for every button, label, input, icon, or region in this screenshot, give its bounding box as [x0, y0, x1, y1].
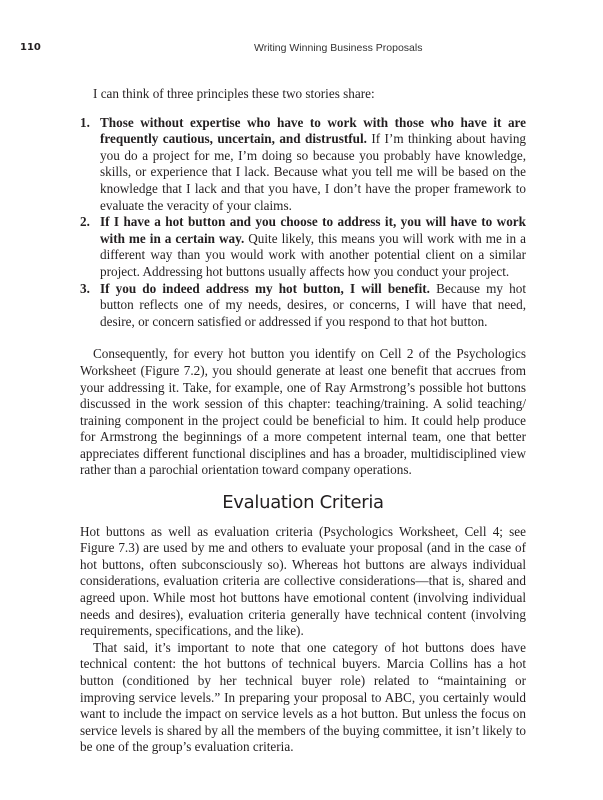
principle-text: If I’m thinking about having you do a project for me, I’m doing so because you probably have knowledge, skills, or experience that I lack. Because what you tell me will be based on the knowledge that I lack and that you have, I don’t have the proper framework to evaluate the veracity of your claims.	[100, 131, 527, 213]
principle-number: 2.	[80, 214, 90, 230]
page-number: 110	[20, 42, 41, 53]
section-paragraph-1: Hot buttons as well as evaluation criteria (Psychologics Worksheet, Cell 4; see Figure 7.3) are used by me and others to evaluate your proposal (and in the case of hot buttons, often subconsciously so). Whereas hot buttons are always individual considerations, evaluation criteria are collective considerations—that is, shared and agreed upon. While most hot buttons have emotional content (involving individual needs and desires), evaluation criteria generally have technical content (involving requirements, specifications, and the like).	[80, 523, 526, 639]
principle-item-2	[80, 214, 526, 280]
principle-number: 1.	[80, 114, 90, 130]
principles-list	[80, 115, 526, 331]
intro-paragraph: I can think of three principles these two stories share:	[93, 86, 375, 101]
section-paragraph-2: That said, it’s important to note that one category of hot buttons does have technical content: the hot buttons of technical buyers. Marcia Collins has a hot button (conditioned by her technical buyer role) related to “maintaining or improving service levels.” In preparing your proposal to ABC, you certainly would want to include the impact on service levels as a hot button. But unless the focus on service levels is shared by all the members of the buying committee, it isn’t likely to be one of the group’s evaluation criteria.	[80, 639, 526, 755]
principle-number: 3.	[80, 280, 90, 296]
principle-text: Quite likely, this means you will work with me in a different way than you would work with another potential client on a similar project. Addressing hot buttons usually affects how you conduct your project.	[100, 230, 526, 279]
section-heading: Evaluation Criteria	[222, 492, 384, 513]
running-head	[20, 42, 580, 58]
evaluation-criteria-section	[80, 492, 526, 756]
principle-item-3	[80, 281, 526, 331]
principle-lead: Those without expertise who have to work with those who have it are frequently cautious, uncertain, and distrustful.	[100, 114, 526, 147]
book-title: Writing Winning Business Proposals	[254, 42, 423, 54]
principle-lead: If you do indeed address my hot button, I will benefit.	[100, 280, 430, 296]
principle-lead: If I have a hot button and you choose to address it, you will have to work with me in a certain way.	[100, 214, 526, 246]
consequently-paragraph: Consequently, for every hot button you identify on Cell 2 of the Psychologics Worksheet (Figure 7.2), you should generate at least one benefit that accrues from your addressing it. Take, for example, one of Ray Armstrong’s possible hot buttons discussed in the work session of this chapter: teaching/training. A solid teaching/ training component in the project could be beneficial to him. It could help produce for Armstrong the beginnings of a more competent internal team, one that better appreciates different functional disciplines and has a broader, multidisciplined view rather than a parochial orientation toward company operations.	[80, 346, 526, 478]
principle-item-1	[80, 115, 526, 215]
principle-text: Because my hot button reflects one of my needs, desires, or concerns, I will have that need, desire, or concern satisfied or addressed if you respond to that hot button.	[100, 280, 526, 329]
body-text	[80, 86, 526, 479]
